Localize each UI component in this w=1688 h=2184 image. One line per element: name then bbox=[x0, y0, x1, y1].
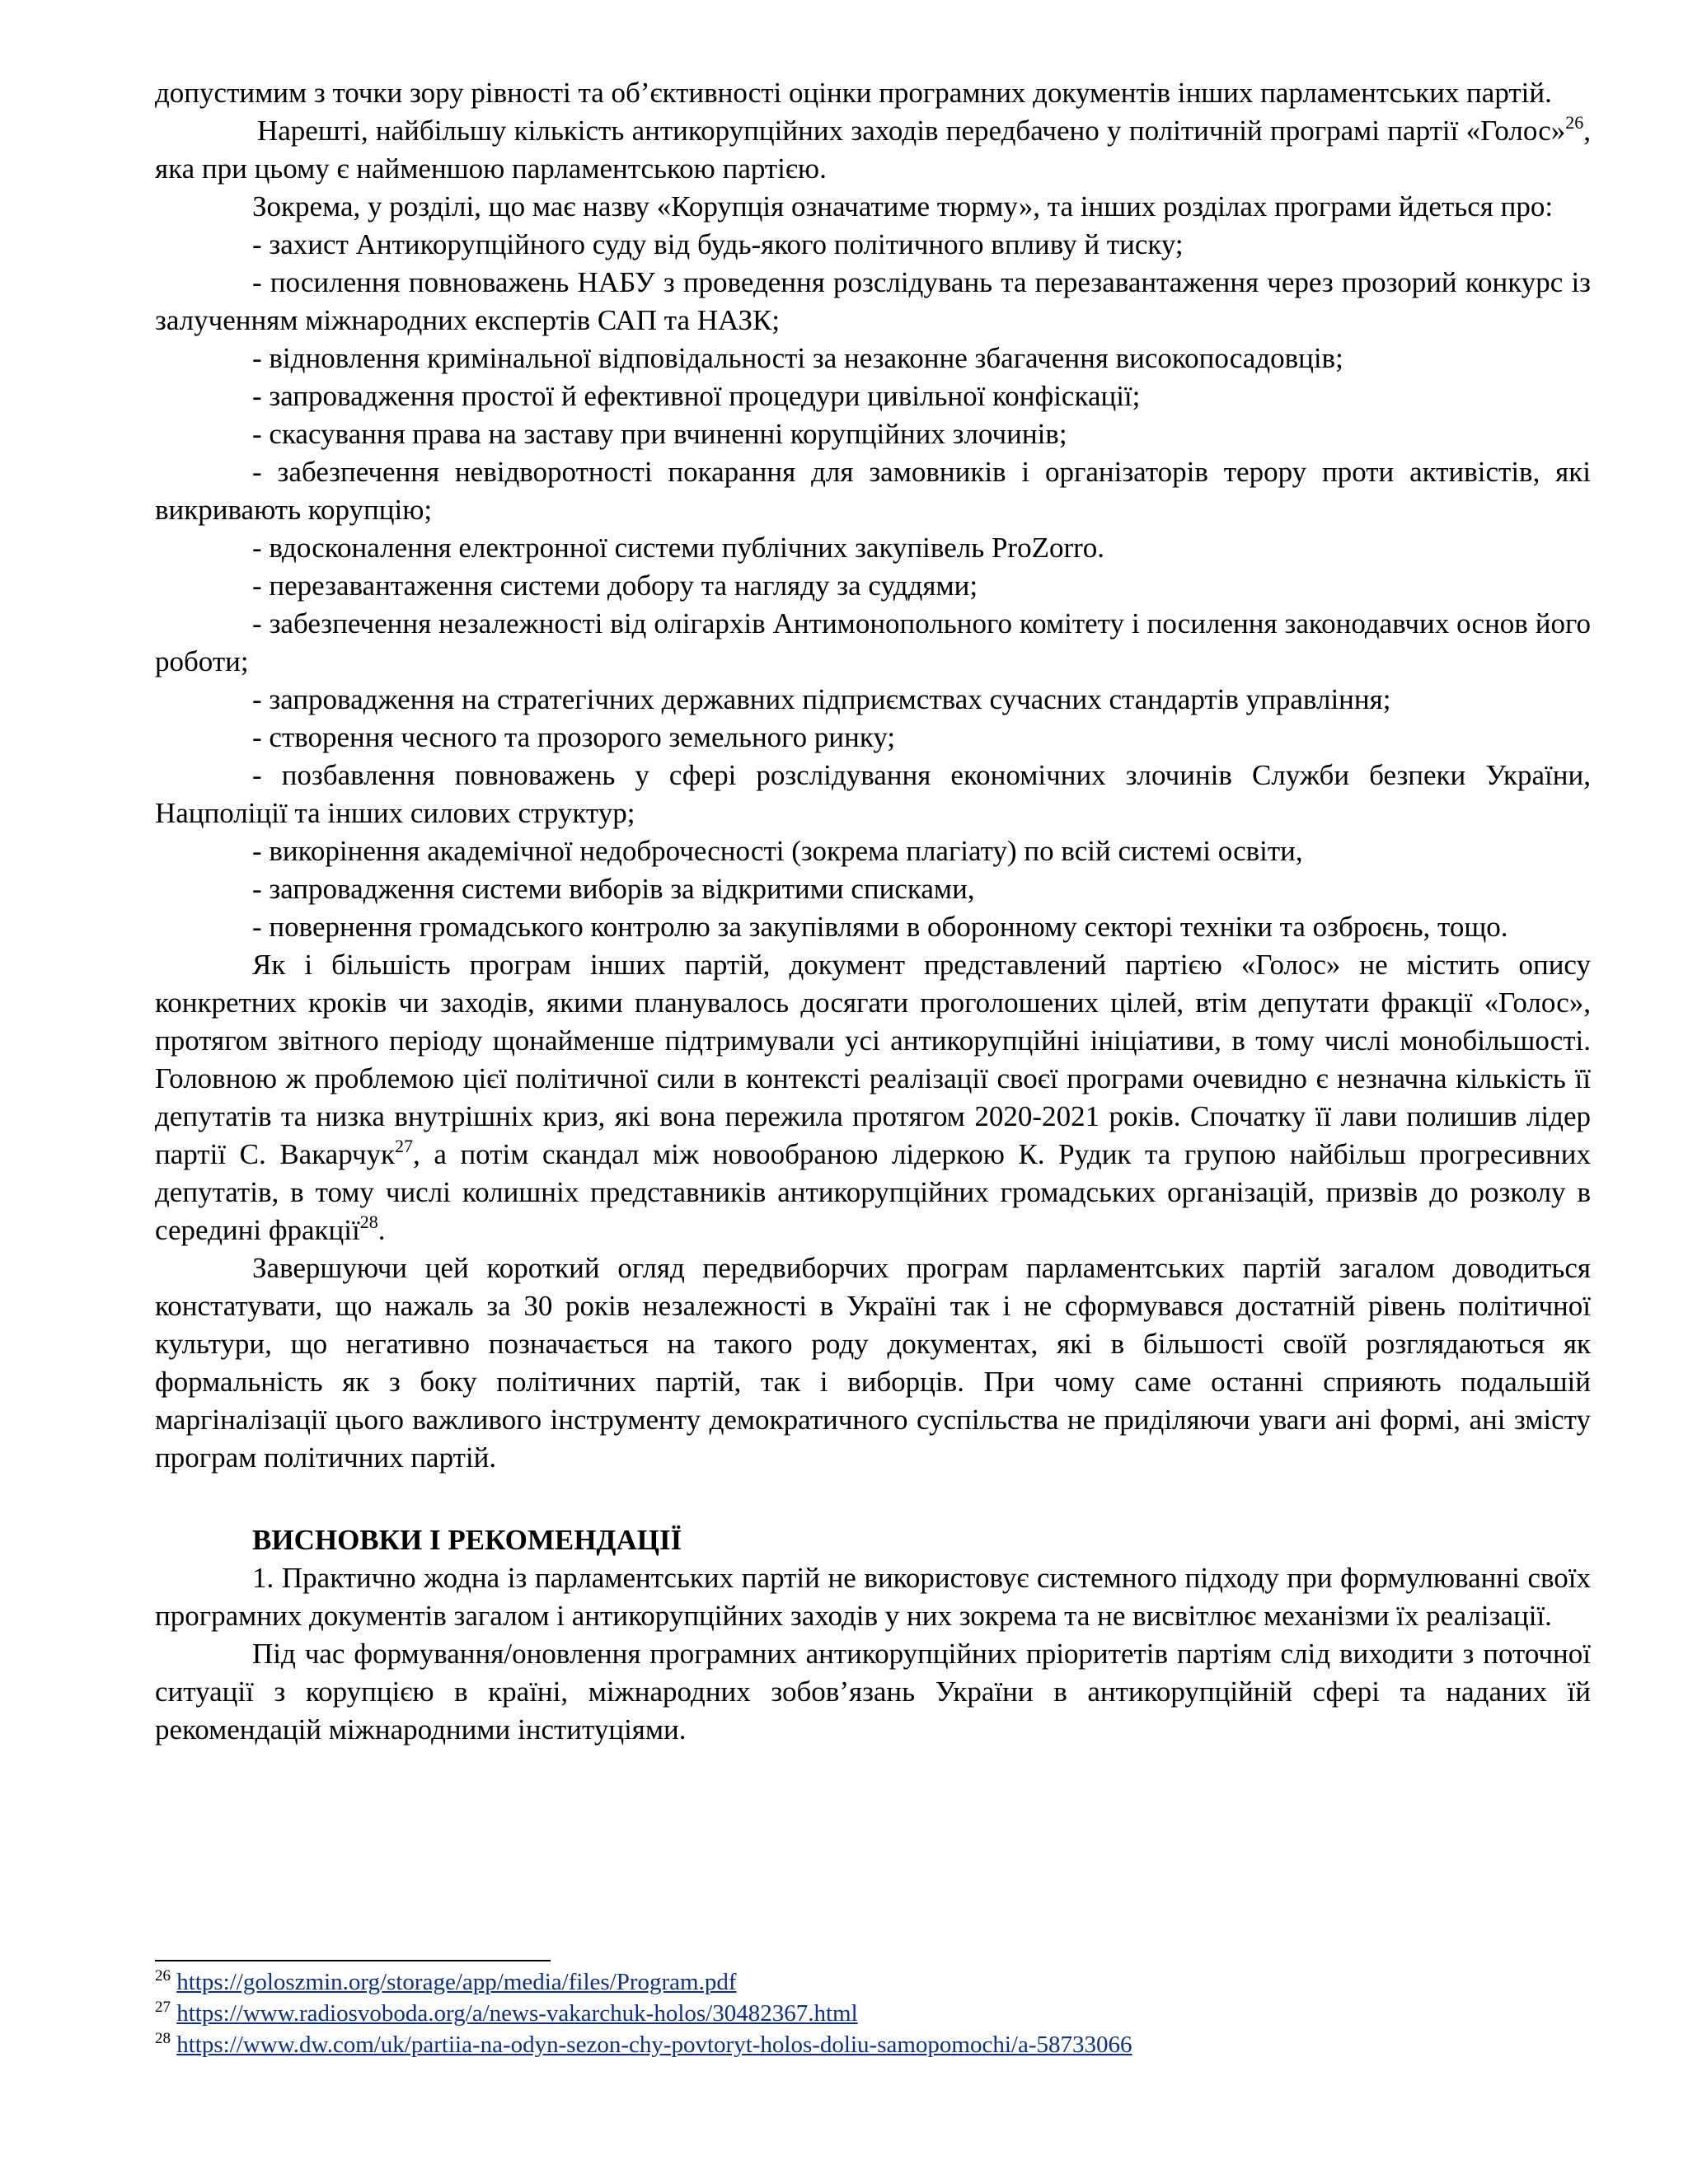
list-item-text: - захист Антикорупційного суду від будь-якого політичного впливу й тиску; bbox=[252, 228, 1184, 260]
main-text bbox=[155, 74, 1591, 1749]
section-heading: ВИСНОВКИ І РЕКОМЕНДАЦІЇ bbox=[252, 1524, 682, 1556]
list-item bbox=[155, 681, 1591, 719]
list-item-text: - вдосконалення електронної системи публічних закупівель ProZorro. bbox=[252, 532, 1105, 564]
paragraph-text: Зокрема, у розділі, що має назву «Корупція означатиме тюрму», та інших розділах програми йдеться про: bbox=[252, 190, 1554, 223]
list-item bbox=[155, 529, 1591, 567]
paragraph bbox=[155, 188, 1591, 226]
footnote-link[interactable]: https://www.dw.com/uk/partiia-na-odyn-sezon-chy-povtoryt-holos-doliu-samopomochi/a-58733066 bbox=[176, 2032, 1132, 2058]
footnote bbox=[155, 2029, 1591, 2060]
list-item-text: - забезпечення незалежності від олігархів Антимонопольного комітету і посилення законодавчих основ його роботи; bbox=[155, 607, 1591, 677]
paragraph bbox=[155, 74, 1591, 112]
paragraph-text: допустимим з точки зору рівності та об’єктивності оцінки програмних документів інших парламентських партій. bbox=[155, 77, 1552, 109]
list-item bbox=[155, 908, 1591, 946]
paragraph bbox=[155, 946, 1591, 1249]
list-item-text: - запровадження простої й ефективної процедури цивільної конфіскації; bbox=[252, 380, 1141, 412]
list-item-text: - створення чесного та прозорого земельного ринку; bbox=[252, 721, 896, 753]
paragraph-text: Завершуючи цей короткий огляд передвиборчих програм парламентських партій загалом доводиться констатувати, що нажаль за 30 років незалежності в Україні так і не сформувався достатній рівень політичної культури, що негативно позначається на такого роду документах, які в більшості своїй розглядаються як формальність як з боку політичних партій, так і виборців. При чому саме останні сприяють подальшій маргіналізації цього важливого інструменту демократичного суспільства не приділяючи уваги ані формі, ані змісту програм політичних партій. bbox=[155, 1252, 1591, 1474]
footnote-ref[interactable]: 28 bbox=[359, 1212, 378, 1232]
list-item bbox=[155, 567, 1591, 605]
list-item bbox=[155, 870, 1591, 908]
list-item bbox=[155, 757, 1591, 832]
paragraph bbox=[155, 1635, 1591, 1749]
paragraph bbox=[155, 1249, 1591, 1477]
paragraph bbox=[155, 1559, 1591, 1635]
footnote-link[interactable]: https://goloszmin.org/storage/app/media/files/Program.pdf bbox=[176, 1969, 737, 1995]
list-item bbox=[155, 377, 1591, 415]
footnotes bbox=[155, 1966, 1591, 2060]
list-item-text: - повернення громадського контролю за закупівлями в оборонному секторі техніки та озброєнь, тощо. bbox=[252, 911, 1508, 943]
footnote-ref[interactable]: 27 bbox=[394, 1136, 413, 1156]
paragraph-text: Під час формування/оновлення програмних антикорупційних пріоритетів партіям слід виходити з поточної ситуації з корупцією в країні, міжнародних зобов’язань України в антикорупційній сфері та наданих їй рекомендацій міжнародними інституціями. bbox=[155, 1638, 1591, 1746]
footnote-number: 26 bbox=[155, 1967, 171, 1985]
footnote bbox=[155, 1998, 1591, 2029]
footnote-ref[interactable]: 26 bbox=[1565, 112, 1584, 133]
paragraph-text: Нарешті, найбільшу кількість антикорупційних заходів передбачено у політичній програмі партії «Голос» bbox=[257, 115, 1566, 147]
list-item bbox=[155, 340, 1591, 377]
list-item bbox=[155, 832, 1591, 870]
list-item-text: - запровадження на стратегічних державних підприємствах сучасних стандартів управління; bbox=[252, 683, 1391, 715]
list-item-text: - позбавлення повноважень у сфері розслідування економічних злочинів Служби безпеки України, Нацполіції та інших силових структур; bbox=[155, 759, 1591, 829]
paragraph-text: 1. Практично жодна із парламентських партій не використовує системного підходу при формулюванні своїх програмних документів загалом і антикорупційних заходів у них зокрема та не висвітлює механізми їх реалізації. bbox=[155, 1562, 1591, 1632]
list-item-text: - відновлення кримінальної відповідальності за незаконне збагачення високопосадовців; bbox=[252, 342, 1343, 374]
list-item bbox=[155, 415, 1591, 453]
list-item-text: - забезпечення невідворотності покарання для замовників і організаторів терору проти активістів, які викривають корупцію; bbox=[155, 456, 1591, 526]
list-item-text: - скасування права на заставу при вчиненні корупційних злочинів; bbox=[252, 418, 1067, 450]
list-item-text: - посилення повноважень НАБУ з проведення розслідувань та перезавантаження через прозорий конкурс із залученням міжнародних експертів САП та НАЗК; bbox=[155, 266, 1591, 336]
footnote-separator bbox=[155, 1960, 551, 1961]
list-item-text: - запровадження системи виборів за відкритими списками, bbox=[252, 873, 975, 905]
list-item-text: - перезавантаження системи добору та нагляду за суддями; bbox=[252, 569, 978, 602]
footnote-number: 27 bbox=[155, 1999, 171, 2016]
paragraph-text: Як і більшість програм інших партій, документ представлений партією «Голос» не містить опису конкретних кроків чи заходів, якими планувалось досягати проголошених цілей, втім депутати фракції «Голос», протягом звітного періоду щонайменше підтримували усі антикорупційні ініціативи, в тому числі монобільшості. Головною ж проблемою цієї політичної сили в контексті реалізації своєї програми очевидно є незначна кількість її депутатів та низка внутрішніх криз, які вона пережила протягом 2020-2021 років. Спочатку її лави полишив лідер партії С. Вакарчук bbox=[155, 949, 1591, 1170]
list-item bbox=[155, 605, 1591, 681]
paragraph-text: . bbox=[377, 1214, 386, 1246]
list-item-text: - викорінення академічної недоброчесності (зокрема плагіату) по всій системі освіти, bbox=[252, 835, 1303, 867]
paragraph-text: , а потім скандал між новообраною лідеркою К. Рудик та групою найбільш прогресивних депутатів, в тому числі колишніх представників антикорупційних громадських організацій, призвів до розколу в середині фракції bbox=[155, 1138, 1591, 1246]
footnote-link[interactable]: https://www.radiosvoboda.org/a/news-vakarchuk-holos/30482367.html bbox=[176, 2000, 858, 2027]
footnote bbox=[155, 1966, 1591, 1998]
list-item bbox=[155, 226, 1591, 264]
paragraph bbox=[155, 112, 1591, 188]
paragraph-text: , яка при цьому є найменшою парламентською партією. bbox=[155, 115, 1591, 185]
list-item bbox=[155, 453, 1591, 529]
list-item bbox=[155, 719, 1591, 757]
list-item bbox=[155, 264, 1591, 340]
footnote-number: 28 bbox=[155, 2030, 171, 2047]
